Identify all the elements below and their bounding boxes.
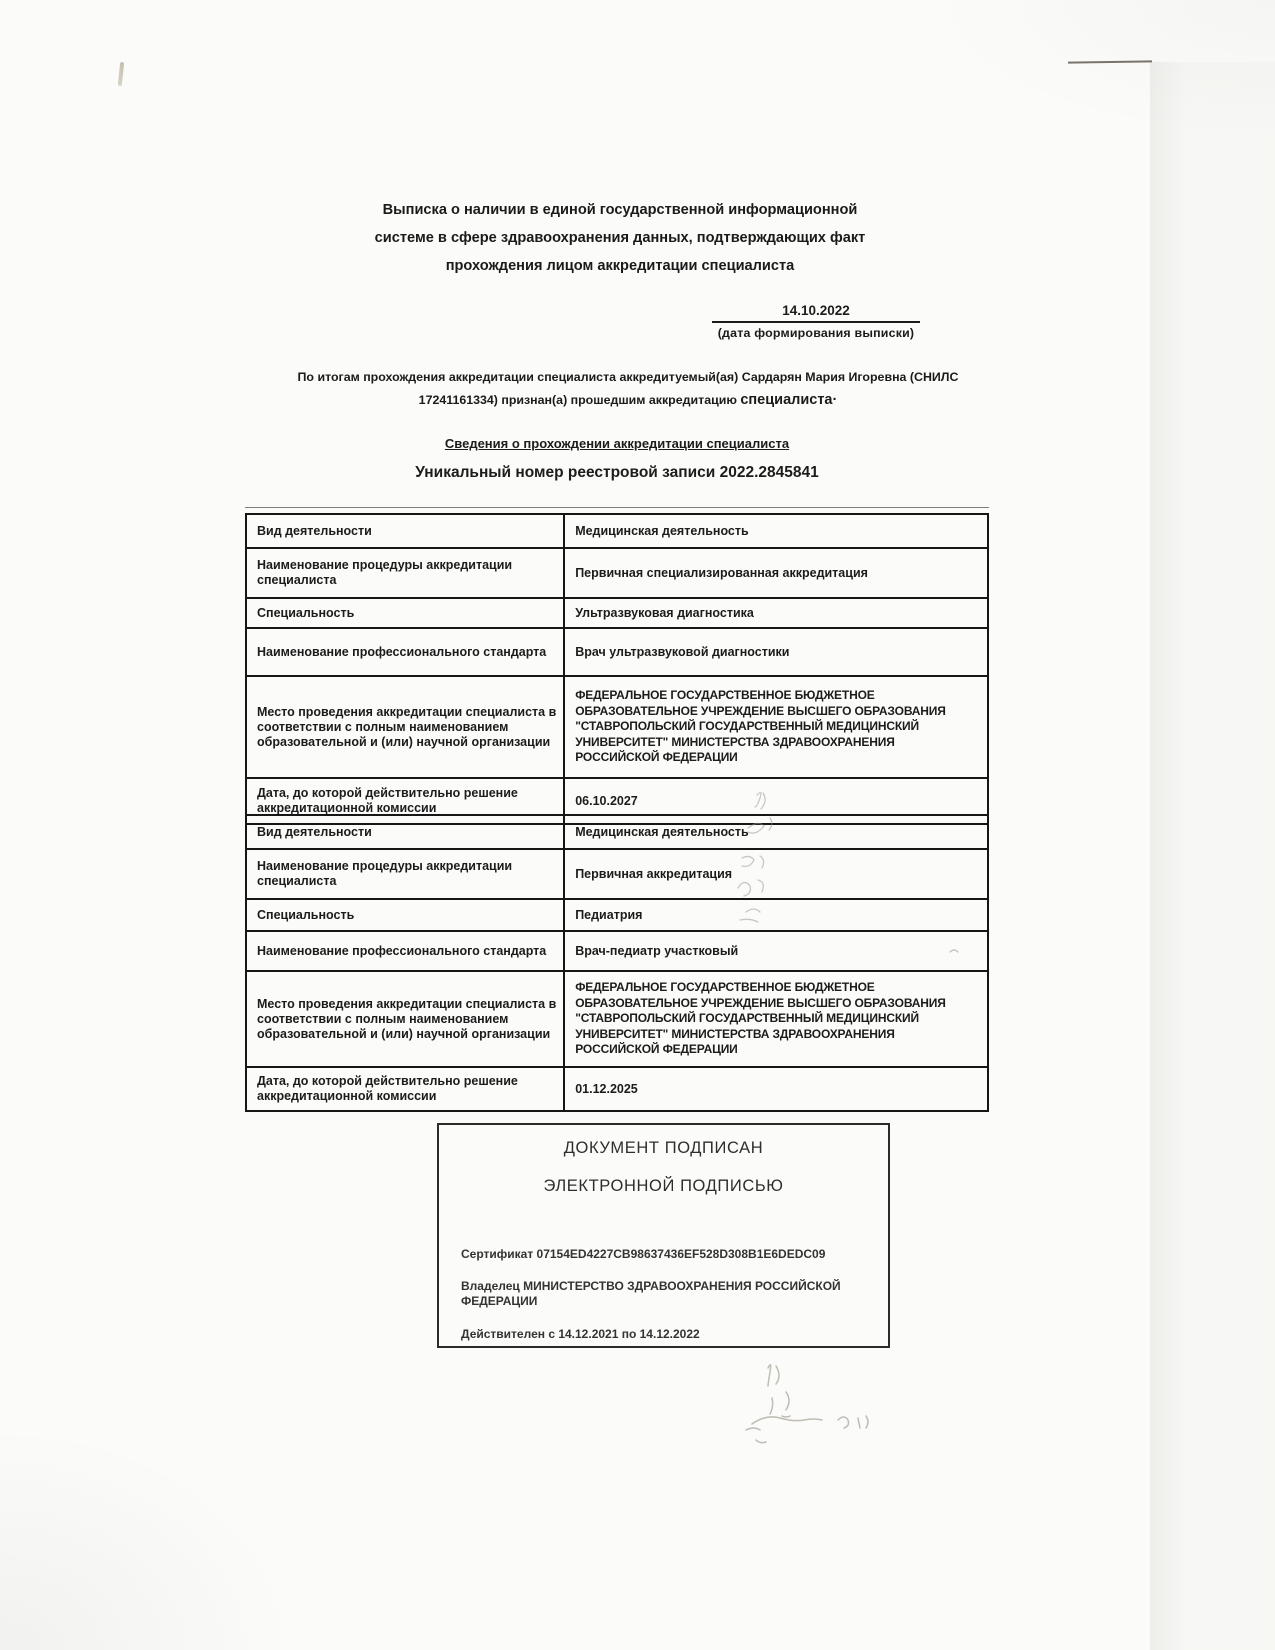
table-row <box>247 597 987 627</box>
row-value: Врач-педиатр участковый <box>575 943 739 958</box>
table-row <box>247 515 987 547</box>
formation-date-caption: (дата формирования выписки) <box>717 326 915 340</box>
table-row <box>247 970 987 1066</box>
row-label: Дата, до которой действительно решение аккредитационной комиссии <box>247 1068 565 1110</box>
certificate-line: Сертификат 07154ED4227CB98637436EF528D308B1E6DEDC09 <box>461 1247 826 1261</box>
formation-date: 14.10.2022 <box>712 303 920 323</box>
row-label: Специальность <box>247 900 565 930</box>
paper-right-edge <box>1150 62 1275 1650</box>
table-row <box>247 627 987 675</box>
row-value: Врач ультразвуковой диагностики <box>575 644 790 659</box>
row-label: Наименование профессионального стандарта <box>247 932 565 970</box>
accreditation-table-1 <box>245 513 989 825</box>
row-label: Наименование профессионального стандарта <box>247 629 565 675</box>
signature-title-line1: ДОКУМЕНТ ПОДПИСАН <box>563 1139 764 1157</box>
owner-line: Владелец МИНИСТЕРСТВО ЗДРАВООХРАНЕНИЯ РОССИЙСКОЙ ФЕДЕРАЦИИ <box>461 1279 841 1308</box>
row-label: Специальность <box>247 599 565 627</box>
table-row <box>247 547 987 597</box>
accreditation-table-2 <box>245 814 989 1112</box>
row-label: Вид деятельности <box>247 816 565 848</box>
row-value: 01.12.2025 <box>575 1081 638 1096</box>
scan-artifact-line <box>1068 60 1152 63</box>
document-title <box>0 196 1240 280</box>
intro-tail: специалиста· <box>740 392 838 408</box>
document-title-line: системе в сфере здравоохранения данных, подтверждающих факт <box>374 230 866 246</box>
signature-box <box>437 1123 890 1348</box>
section-heading: Сведения о прохождении аккредитации специалиста <box>444 436 790 451</box>
document-title-line: Выписка о наличии в единой государственной информационной <box>382 202 858 218</box>
intro-text: По итогам прохождения аккредитации специалиста аккредитуемый(ая) Сардарян Мария Игоревна (СНИЛС 17241161334) признан(а) прошедшим аккредитацию <box>297 370 959 407</box>
row-value: Медицинская деятельность <box>575 824 749 839</box>
signature-title-line2: ЭЛЕКТРОННОЙ ПОДПИСЬЮ <box>543 1177 784 1195</box>
row-value: Первичная специализированная аккредитация <box>575 565 868 580</box>
row-value: Медицинская деятельность <box>575 523 749 538</box>
row-label: Наименование процедуры аккредитации специалиста <box>247 549 565 597</box>
validity-line: Действителен с 14.12.2021 по 14.12.2022 <box>461 1327 700 1341</box>
scan-mark <box>118 62 124 86</box>
row-label: Наименование процедуры аккредитации специалиста <box>247 850 565 898</box>
row-label: Дата, до которой действительно решение аккредитационной комиссии <box>247 779 565 823</box>
row-value: Первичная аккредитация <box>575 866 733 881</box>
row-label: Место проведения аккредитации специалиста в соответствии с полным наименованием образовательной и (или) научной организации <box>247 972 565 1066</box>
row-value: 06.10.2027 <box>575 793 638 808</box>
table-top-hairline <box>245 507 989 508</box>
table-row <box>247 675 987 777</box>
table-row <box>247 1066 987 1110</box>
row-value: ФЕДЕРАЛЬНОЕ ГОСУДАРСТВЕННОЕ БЮДЖЕТНОЕ ОБРАЗОВАТЕЛЬНОЕ УЧРЕЖДЕНИЕ ВЫСШЕГО ОБРАЗОВАНИЯ "СТАВРОПОЛЬСКИЙ ГОСУДАРСТВЕННЫЙ МЕДИЦИНСКИЙ УНИВЕРСИТЕТ" МИНИСТЕРСТВА ЗДРАВООХРАНЕНИЯ РОССИЙСКОЙ ФЕДЕРАЦИИ <box>575 688 946 765</box>
table-row <box>247 816 987 848</box>
row-value: Педиатрия <box>575 907 643 922</box>
row-value: Ультразвуковая диагностика <box>575 605 754 620</box>
formation-date-block <box>712 303 920 340</box>
document-title-line: прохождения лицом аккредитации специалиста <box>445 258 795 274</box>
table-row <box>247 848 987 898</box>
intro-paragraph <box>283 366 973 412</box>
table-row <box>247 930 987 970</box>
row-label: Вид деятельности <box>247 515 565 547</box>
registry-number: Уникальный номер реестровой записи 2022.2845841 <box>415 464 819 481</box>
row-label: Место проведения аккредитации специалиста в соответствии с полным наименованием образовательной и (или) научной организации <box>247 677 565 777</box>
table-row <box>247 898 987 930</box>
row-value: ФЕДЕРАЛЬНОЕ ГОСУДАРСТВЕННОЕ БЮДЖЕТНОЕ ОБРАЗОВАТЕЛЬНОЕ УЧРЕЖДЕНИЕ ВЫСШЕГО ОБРАЗОВАНИЯ "СТАВРОПОЛЬСКИЙ ГОСУДАРСТВЕННЫЙ МЕДИЦИНСКИЙ УНИВЕРСИТЕТ" МИНИСТЕРСТВА ЗДРАВООХРАНЕНИЯ РОССИЙСКОЙ ФЕДЕРАЦИИ <box>575 980 946 1057</box>
